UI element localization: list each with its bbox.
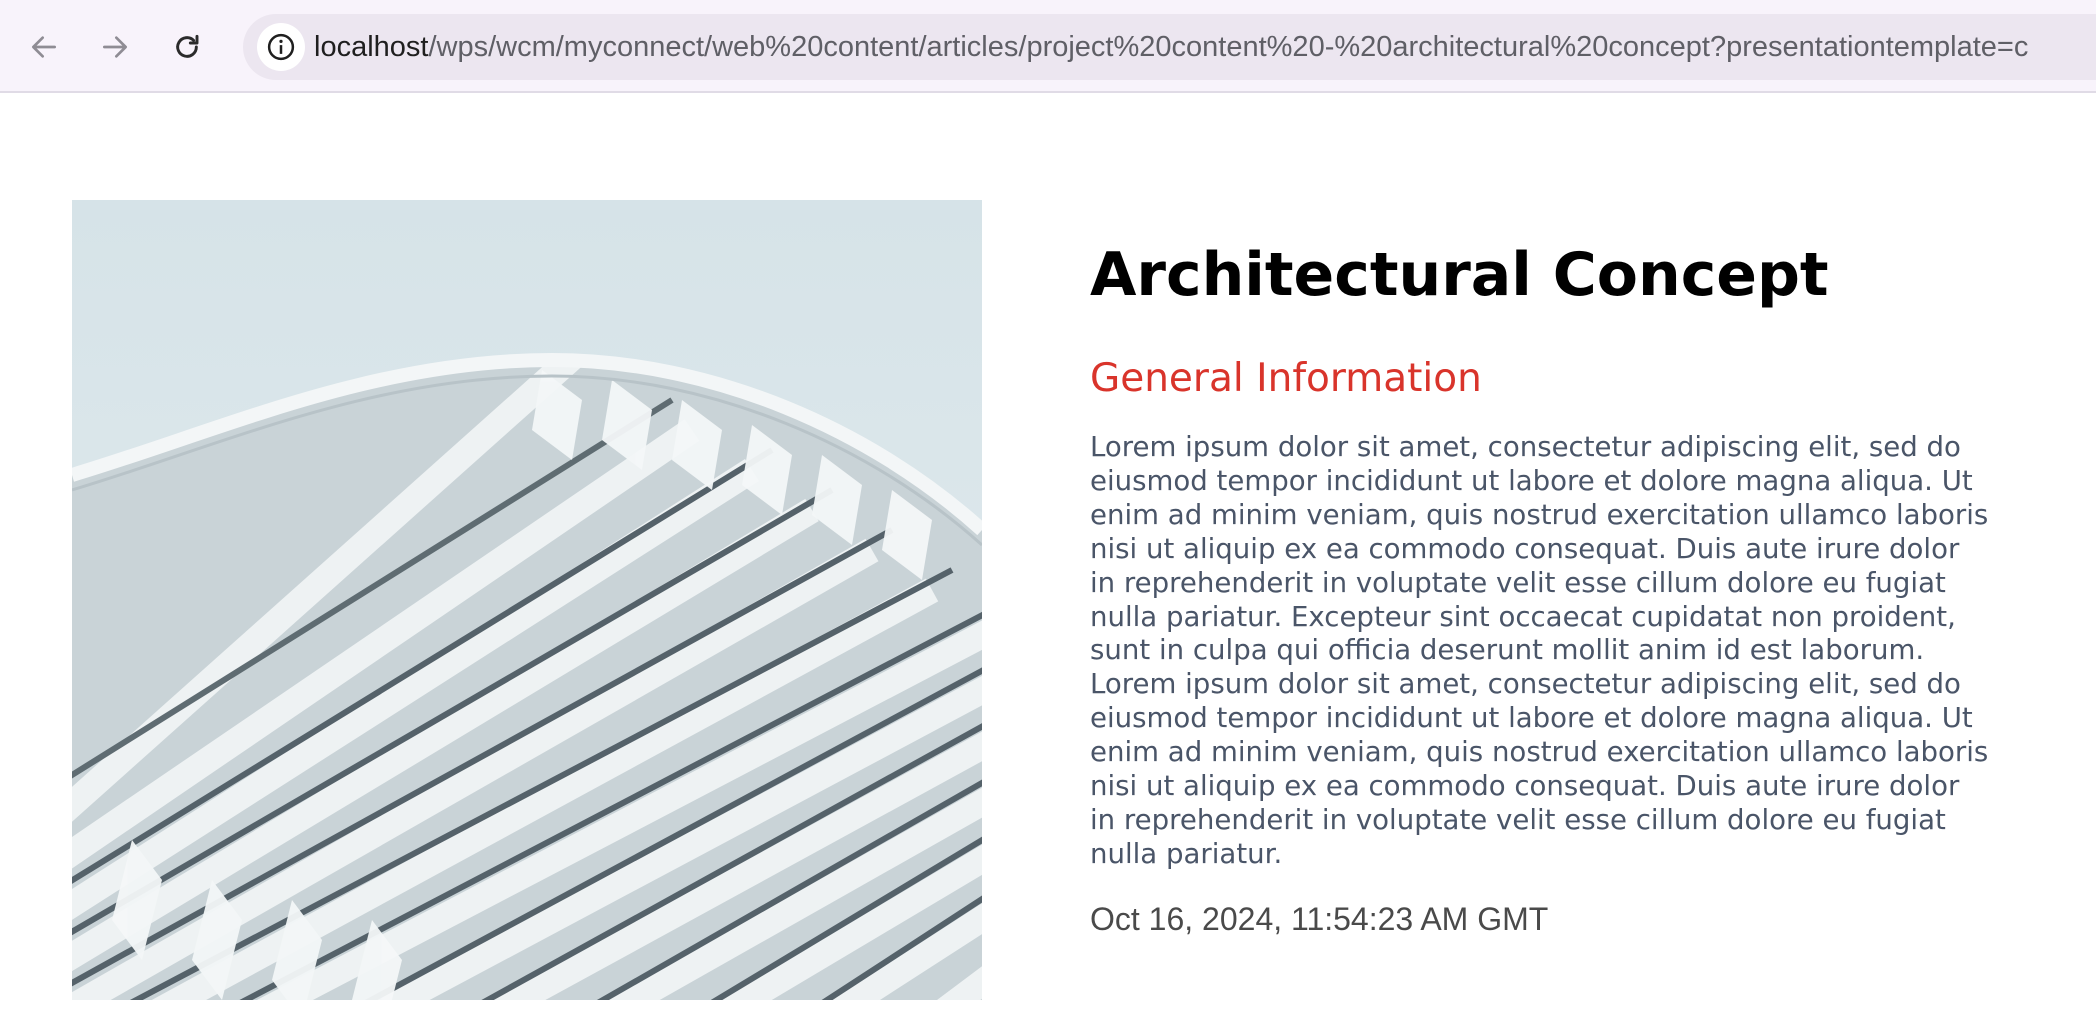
section-heading: General Information <box>1090 356 1482 401</box>
address-bar[interactable] <box>243 14 2096 80</box>
article-content <box>1090 230 1990 939</box>
page-title: Architectural Concept <box>1090 240 1829 310</box>
article-body: Lorem ipsum dolor sit amet, consectetur adipiscing elit, sed do eiusmod tempor incididunt ut labore et dolore magna aliqua. Ut enim ad minim veniam, quis nostrud exercitation ullamco laboris nisi ut aliquip ex ea commodo consequat. Duis aute irure dolor in reprehenderit in voluptate velit esse cillum dolore eu fugiat nulla pariatur. Excepteur sint occaecat cupidatat non proident, sunt in culpa qui officia deserunt mollit anim id est laborum. Lorem ipsum dolor sit amet, consectetur adipiscing elit, sed do eiusmod tempor incididunt ut labore et dolore magna aliqua. Ut enim ad minim veniam, quis nostrud exercitation ullamco laboris nisi ut aliquip ex ea commodo consequat. Duis aute irure dolor in reprehenderit in voluptate velit esse cillum dolore eu fugiat nulla pariatur. <box>1090 430 1989 870</box>
url-path: /wps/wcm/myconnect/web%20content/articles/project%20content%20-%20architectural%20concept?presentationtemplate=c <box>428 31 2029 63</box>
arrow-left-icon <box>28 31 60 63</box>
forward-button[interactable] <box>90 22 140 72</box>
reload-button[interactable] <box>162 22 212 72</box>
url-text[interactable] <box>314 14 2028 80</box>
architecture-image <box>72 200 982 1000</box>
url-host: localhost <box>314 31 429 63</box>
reload-icon <box>171 31 203 63</box>
arrow-right-icon <box>99 31 131 63</box>
info-icon <box>266 32 296 62</box>
site-info-button[interactable] <box>257 23 305 71</box>
back-button[interactable] <box>19 22 69 72</box>
publish-timestamp: Oct 16, 2024, 11:54:23 AM GMT <box>1090 900 1549 937</box>
browser-toolbar <box>0 0 2096 93</box>
